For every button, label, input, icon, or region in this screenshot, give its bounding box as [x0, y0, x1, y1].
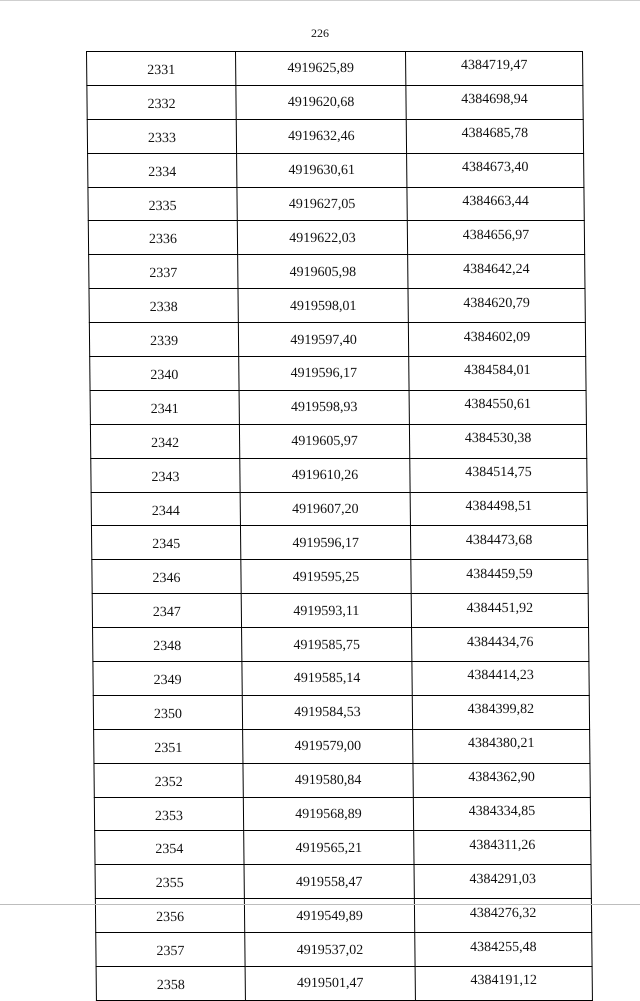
x-coordinate-cell: 4919598,01 [238, 289, 408, 323]
x-coordinate-cell: 4919597,40 [238, 323, 408, 357]
table-row [88, 221, 584, 255]
x-coordinate-cell: 4919632,46 [236, 119, 406, 153]
x-coordinate-cell: 4919595,25 [241, 560, 411, 594]
x-coordinate-cell: 4919605,98 [238, 255, 408, 289]
x-coordinate-cell: 4919605,97 [239, 424, 409, 458]
point-number-cell: 2345 [91, 526, 240, 560]
table-row [91, 458, 587, 492]
point-number-cell: 2335 [88, 187, 237, 221]
y-coordinate-cell: 4384473,68 [410, 526, 587, 560]
y-coordinate-cell: 4384434,76 [412, 628, 589, 662]
y-coordinate-cell: 4384620,79 [408, 289, 585, 323]
point-number-cell: 2342 [90, 424, 239, 458]
table-row [89, 255, 585, 289]
x-coordinate-cell: 4919607,20 [240, 492, 410, 526]
table-row [95, 831, 591, 865]
table-row [90, 424, 586, 458]
point-number-cell: 2338 [89, 289, 238, 323]
y-coordinate-cell: 4384514,75 [410, 458, 587, 492]
point-number-cell: 2357 [96, 933, 245, 967]
y-coordinate-cell: 4384255,48 [415, 933, 592, 967]
table-row [96, 967, 592, 1001]
table-row [89, 323, 585, 357]
point-number-cell: 2351 [94, 729, 243, 763]
x-coordinate-cell: 4919610,26 [240, 458, 410, 492]
y-coordinate-cell: 4384311,26 [414, 831, 591, 865]
y-coordinate-cell: 4384276,32 [414, 899, 591, 933]
y-coordinate-cell: 4384459,59 [411, 560, 588, 594]
y-coordinate-cell: 4384530,38 [409, 424, 586, 458]
x-coordinate-cell: 4919625,89 [236, 52, 406, 86]
x-coordinate-cell: 4919630,61 [237, 153, 407, 187]
table-row [92, 594, 588, 628]
table-row [95, 865, 591, 899]
table-row [92, 560, 588, 594]
point-number-cell: 2336 [88, 221, 237, 255]
y-coordinate-cell: 4384550,61 [409, 390, 586, 424]
y-coordinate-cell: 4384602,09 [408, 323, 585, 357]
y-coordinate-cell: 4384291,03 [414, 865, 591, 899]
point-number-cell: 2333 [87, 119, 236, 153]
y-coordinate-cell: 4384191,12 [415, 967, 592, 1001]
table-row [94, 729, 590, 763]
y-coordinate-cell: 4384685,78 [406, 119, 583, 153]
point-number-cell: 2340 [90, 357, 239, 391]
coordinates-table-body [87, 52, 593, 1001]
point-number-cell: 2334 [88, 153, 237, 187]
table-row [88, 187, 584, 221]
table-row [91, 526, 587, 560]
point-number-cell: 2356 [95, 899, 244, 933]
point-number-cell: 2346 [92, 560, 241, 594]
y-coordinate-cell: 4384399,82 [412, 695, 589, 729]
point-number-cell: 2332 [87, 85, 236, 119]
x-coordinate-cell: 4919598,93 [239, 390, 409, 424]
x-coordinate-cell: 4919537,02 [245, 933, 415, 967]
table-row [87, 52, 583, 86]
point-number-cell: 2354 [95, 831, 244, 865]
table-row [88, 153, 584, 187]
point-number-cell: 2353 [94, 797, 243, 831]
table-row [93, 662, 589, 696]
x-coordinate-cell: 4919596,17 [240, 526, 410, 560]
y-coordinate-cell: 4384663,44 [407, 187, 584, 221]
table-row [96, 933, 592, 967]
table-row [87, 119, 583, 153]
point-number-cell: 2350 [93, 695, 242, 729]
y-coordinate-cell: 4384698,94 [406, 85, 583, 119]
x-coordinate-cell: 4919627,05 [237, 187, 407, 221]
y-coordinate-cell: 4384498,51 [410, 492, 587, 526]
table-row [87, 85, 583, 119]
table-row [89, 289, 585, 323]
y-coordinate-cell: 4384362,90 [413, 763, 590, 797]
point-number-cell: 2341 [90, 390, 239, 424]
x-coordinate-cell: 4919501,47 [245, 967, 415, 1001]
point-number-cell: 2331 [87, 52, 236, 86]
x-coordinate-cell: 4919622,03 [237, 221, 407, 255]
point-number-cell: 2343 [91, 458, 240, 492]
y-coordinate-cell: 4384334,85 [413, 797, 590, 831]
y-coordinate-cell: 4384656,97 [407, 221, 584, 255]
table-row [90, 390, 586, 424]
point-number-cell: 2355 [95, 865, 244, 899]
x-coordinate-cell: 4919558,47 [244, 865, 414, 899]
table-row [93, 628, 589, 662]
point-number-cell: 2358 [96, 967, 245, 1001]
x-coordinate-cell: 4919579,00 [243, 729, 413, 763]
table-row [94, 763, 590, 797]
point-number-cell: 2347 [92, 594, 241, 628]
top-scan-edge [0, 0, 640, 1]
point-number-cell: 2337 [89, 255, 238, 289]
y-coordinate-cell: 4384380,21 [413, 729, 590, 763]
table-row [93, 695, 589, 729]
x-coordinate-cell: 4919593,11 [241, 594, 411, 628]
x-coordinate-cell: 4919568,89 [243, 797, 413, 831]
x-coordinate-cell: 4919549,89 [244, 899, 414, 933]
y-coordinate-cell: 4384719,47 [406, 52, 583, 86]
x-coordinate-cell: 4919585,14 [242, 662, 412, 696]
x-coordinate-cell: 4919620,68 [236, 85, 406, 119]
point-number-cell: 2349 [93, 662, 242, 696]
table-row [90, 357, 586, 391]
point-number-cell: 2352 [94, 763, 243, 797]
table-row [94, 797, 590, 831]
x-coordinate-cell: 4919596,17 [239, 357, 409, 391]
y-coordinate-cell: 4384642,24 [408, 255, 585, 289]
point-number-cell: 2348 [93, 628, 242, 662]
x-coordinate-cell: 4919584,53 [242, 695, 412, 729]
y-coordinate-cell: 4384584,01 [409, 357, 586, 391]
point-number-cell: 2344 [91, 492, 240, 526]
coordinates-table [86, 51, 593, 1001]
y-coordinate-cell: 4384451,92 [411, 594, 588, 628]
x-coordinate-cell: 4919585,75 [242, 628, 412, 662]
point-number-cell: 2339 [89, 323, 238, 357]
y-coordinate-cell: 4384673,40 [407, 153, 584, 187]
table-row [91, 492, 587, 526]
x-coordinate-cell: 4919565,21 [244, 831, 414, 865]
page-number: 226 [311, 26, 329, 40]
y-coordinate-cell: 4384414,23 [412, 662, 589, 696]
x-coordinate-cell: 4919580,84 [243, 763, 413, 797]
